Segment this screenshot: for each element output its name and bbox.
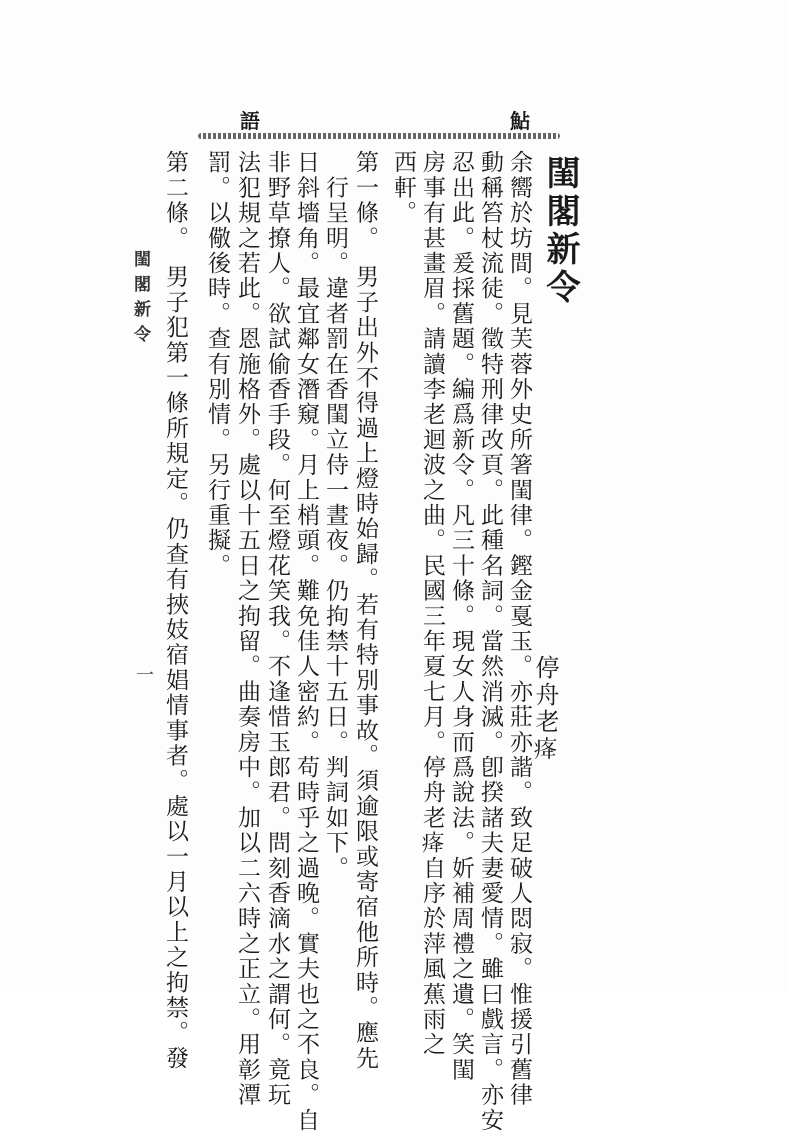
text-column-11: 罰。以儆後時。查有別情。另行重擬。 — [204, 150, 230, 579]
text-column-3: 忍出此。爰採舊題。編爲新令。凡三十條。現女人身而爲說法。妡補周禮之遺。笑閨 — [448, 150, 474, 1083]
text-column-2: 動稱笞杖流徒。徵特刑律改頁。此種名詞。當然消滅。卽揆諸夫妻愛情。雖曰戲言。亦安 — [477, 150, 503, 1133]
text-column-9: 非野草撩人。欲試偷香手段。何至燈花笑我。不逢惜玉郎君。問刻香滴水之謂何。竟玩 — [264, 150, 290, 1108]
text-column-article-1: 第一條。 男子出外不得過上燈時始歸。若有特別事故。須逾限或寄宿他所時。應先 — [352, 150, 378, 1071]
text-column-5: 西軒。 — [390, 150, 416, 226]
header-right-char: 鮎 — [510, 109, 530, 133]
text-column-8: 日斜墻角。最宜鄰女潛窺。月上梢頭。難免佳人密約。苟時乎之過晚。實夫也之不良。自 — [293, 150, 319, 1133]
author-byline: 停舟老𤵸 — [531, 655, 559, 763]
text-column-1: 余嚮於坊間。見芙蓉外史所箸閨律。鏗金戛玉。亦莊亦諧。致足破人悶寂。惟援引舊律 — [506, 150, 532, 1108]
text-column-4: 房事有甚畫眉。請讀李老迴波之曲。民國三年夏七月。停舟老𤵸自序於萍風蕉雨之 — [419, 150, 445, 1058]
text-column-7: 行呈明。違者罰在香閨立侍一晝夜。仍拘禁十五日。判詞如下。 — [322, 150, 348, 881]
header-wavy-rule — [198, 133, 560, 139]
page-number: 一 — [133, 665, 154, 683]
header-left-char: 語 — [240, 109, 260, 133]
running-title: 閨閣新令 — [130, 250, 150, 350]
text-column-article-2: 第二條。 男子犯第一條所規定。仍查有挾妓宿娼情事者。處以一月以上之拘禁。發 — [162, 150, 188, 1071]
text-column-10: 法犯規之若此。恩施格外。處以十五日之拘留。曲奏房中。加以二六時之正立。用彰潭 — [234, 150, 260, 1108]
article-title: 閨閣新令 — [540, 155, 580, 307]
